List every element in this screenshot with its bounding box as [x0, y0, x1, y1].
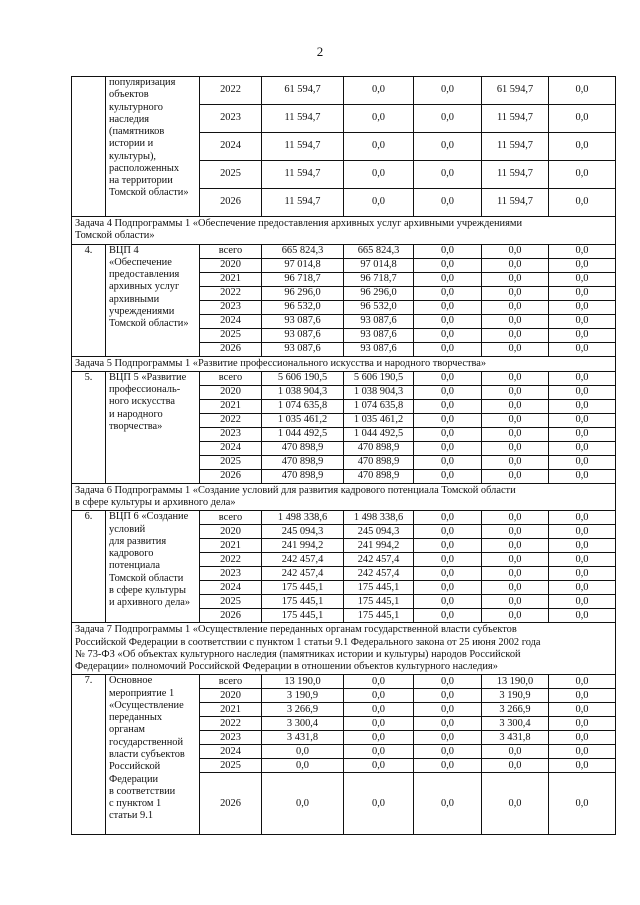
other-cell: 0,0: [549, 286, 616, 300]
regional-cell: 0,0: [414, 525, 482, 539]
total-cell: 13 190,0: [262, 675, 344, 689]
total-cell: 3 190,9: [262, 689, 344, 703]
year-cell: 2022: [200, 286, 262, 300]
federal-cell: 0,0: [344, 689, 414, 703]
regional-cell: 0,0: [414, 441, 482, 455]
regional-cell: 0,0: [414, 745, 482, 759]
local-cell: 0,0: [482, 511, 549, 525]
regional-cell: 0,0: [414, 511, 482, 525]
other-cell: 0,0: [549, 77, 616, 105]
regional-cell: 0,0: [414, 609, 482, 623]
regional-cell: 0,0: [414, 553, 482, 567]
federal-cell: 470 898,9: [344, 441, 414, 455]
other-cell: 0,0: [549, 595, 616, 609]
year-cell: 2022: [200, 77, 262, 105]
other-cell: 0,0: [549, 427, 616, 441]
total-cell: 470 898,9: [262, 455, 344, 469]
year-cell: 2020: [200, 385, 262, 399]
regional-cell: 0,0: [414, 328, 482, 342]
task-row: [72, 623, 616, 675]
total-cell: 11 594,7: [262, 161, 344, 189]
total-cell: 3 266,9: [262, 703, 344, 717]
other-cell: 0,0: [549, 244, 616, 258]
local-cell: 0,0: [482, 469, 549, 483]
year-cell: 2021: [200, 539, 262, 553]
regional-cell: 0,0: [414, 105, 482, 133]
year-cell: всего: [200, 675, 262, 689]
item-number: 6.: [72, 511, 106, 623]
other-cell: 0,0: [549, 745, 616, 759]
item-number: 5.: [72, 371, 106, 483]
total-cell: 11 594,7: [262, 133, 344, 161]
total-cell: 96 718,7: [262, 272, 344, 286]
local-cell: 0,0: [482, 455, 549, 469]
total-cell: 0,0: [262, 759, 344, 773]
regional-cell: 0,0: [414, 286, 482, 300]
year-cell: всего: [200, 511, 262, 525]
local-cell: 0,0: [482, 595, 549, 609]
other-cell: 0,0: [549, 675, 616, 689]
other-cell: 0,0: [549, 328, 616, 342]
year-cell: 2024: [200, 581, 262, 595]
federal-cell: 0,0: [344, 703, 414, 717]
local-cell: 0,0: [482, 342, 549, 356]
local-cell: 0,0: [482, 314, 549, 328]
federal-cell: 175 445,1: [344, 609, 414, 623]
local-cell: 0,0: [482, 567, 549, 581]
total-cell: 0,0: [262, 745, 344, 759]
federal-cell: 0,0: [344, 745, 414, 759]
regional-cell: 0,0: [414, 77, 482, 105]
other-cell: 0,0: [549, 385, 616, 399]
regional-cell: 0,0: [414, 539, 482, 553]
other-cell: 0,0: [549, 717, 616, 731]
regional-cell: 0,0: [414, 581, 482, 595]
task-row: [72, 356, 616, 371]
year-cell: всего: [200, 244, 262, 258]
table-row: [72, 244, 616, 258]
total-cell: 11 594,7: [262, 105, 344, 133]
regional-cell: 0,0: [414, 595, 482, 609]
other-cell: 0,0: [549, 553, 616, 567]
other-cell: 0,0: [549, 300, 616, 314]
regional-cell: 0,0: [414, 567, 482, 581]
regional-cell: 0,0: [414, 689, 482, 703]
other-cell: 0,0: [549, 161, 616, 189]
other-cell: 0,0: [549, 105, 616, 133]
year-cell: 2025: [200, 595, 262, 609]
local-cell: 0,0: [482, 385, 549, 399]
local-cell: 0,0: [482, 745, 549, 759]
task-row: [72, 217, 616, 245]
year-cell: всего: [200, 371, 262, 385]
local-cell: 0,0: [482, 272, 549, 286]
local-cell: 0,0: [482, 441, 549, 455]
local-cell: 11 594,7: [482, 189, 549, 217]
total-cell: 470 898,9: [262, 441, 344, 455]
regional-cell: 0,0: [414, 244, 482, 258]
total-cell: 11 594,7: [262, 189, 344, 217]
federal-cell: 175 445,1: [344, 595, 414, 609]
task-row: [72, 483, 616, 511]
year-cell: 2026: [200, 773, 262, 835]
federal-cell: 0,0: [344, 133, 414, 161]
other-cell: 0,0: [549, 539, 616, 553]
year-cell: 2022: [200, 413, 262, 427]
regional-cell: 0,0: [414, 717, 482, 731]
regional-cell: 0,0: [414, 300, 482, 314]
local-cell: 3 190,9: [482, 689, 549, 703]
local-cell: 3 431,8: [482, 731, 549, 745]
other-cell: 0,0: [549, 399, 616, 413]
federal-cell: 0,0: [344, 77, 414, 105]
federal-cell: 1 044 492,5: [344, 427, 414, 441]
federal-cell: 97 014,8: [344, 258, 414, 272]
local-cell: 11 594,7: [482, 133, 549, 161]
federal-cell: 470 898,9: [344, 469, 414, 483]
total-cell: 245 094,3: [262, 525, 344, 539]
total-cell: 5 606 190,5: [262, 371, 344, 385]
federal-cell: 96 296,0: [344, 286, 414, 300]
total-cell: 97 014,8: [262, 258, 344, 272]
year-cell: 2026: [200, 189, 262, 217]
year-cell: 2021: [200, 703, 262, 717]
local-cell: 0,0: [482, 300, 549, 314]
total-cell: 175 445,1: [262, 609, 344, 623]
regional-cell: 0,0: [414, 427, 482, 441]
total-cell: 1 074 635,8: [262, 399, 344, 413]
total-cell: 3 431,8: [262, 731, 344, 745]
regional-cell: 0,0: [414, 731, 482, 745]
federal-cell: 175 445,1: [344, 581, 414, 595]
year-cell: 2021: [200, 272, 262, 286]
local-cell: 3 266,9: [482, 703, 549, 717]
item-number: 7.: [72, 675, 106, 835]
other-cell: 0,0: [549, 689, 616, 703]
regional-cell: 0,0: [414, 161, 482, 189]
year-cell: 2024: [200, 441, 262, 455]
year-cell: 2025: [200, 161, 262, 189]
local-cell: 11 594,7: [482, 161, 549, 189]
federal-cell: 245 094,3: [344, 525, 414, 539]
federal-cell: 93 087,6: [344, 342, 414, 356]
item-name: Основное мероприятие 1 «Осуществление переданных органам государственной власти субъектов Российской Федерации в соответствии с пунктом 1 статьи 9.1: [106, 675, 200, 835]
year-cell: 2020: [200, 258, 262, 272]
regional-cell: 0,0: [414, 314, 482, 328]
local-cell: 13 190,0: [482, 675, 549, 689]
local-cell: 0,0: [482, 609, 549, 623]
item-name: ВЦП 4 «Обеспечение предоставления архивных услуг архивными учреждениями Томской области»: [106, 244, 200, 356]
total-cell: 0,0: [262, 773, 344, 835]
total-cell: 175 445,1: [262, 595, 344, 609]
other-cell: 0,0: [549, 342, 616, 356]
local-cell: 0,0: [482, 539, 549, 553]
total-cell: 96 532,0: [262, 300, 344, 314]
local-cell: 0,0: [482, 244, 549, 258]
local-cell: 11 594,7: [482, 105, 549, 133]
federal-cell: 93 087,6: [344, 314, 414, 328]
year-cell: 2023: [200, 567, 262, 581]
regional-cell: 0,0: [414, 258, 482, 272]
year-cell: 2020: [200, 525, 262, 539]
federal-cell: 241 994,2: [344, 539, 414, 553]
regional-cell: 0,0: [414, 675, 482, 689]
federal-cell: 93 087,6: [344, 328, 414, 342]
local-cell: 0,0: [482, 328, 549, 342]
federal-cell: 665 824,3: [344, 244, 414, 258]
federal-cell: 0,0: [344, 189, 414, 217]
regional-cell: 0,0: [414, 272, 482, 286]
year-cell: 2023: [200, 731, 262, 745]
other-cell: 0,0: [549, 314, 616, 328]
regional-cell: 0,0: [414, 703, 482, 717]
total-cell: 665 824,3: [262, 244, 344, 258]
table-row: [72, 371, 616, 385]
federal-cell: 1 038 904,3: [344, 385, 414, 399]
year-cell: 2026: [200, 342, 262, 356]
other-cell: 0,0: [549, 759, 616, 773]
regional-cell: 0,0: [414, 342, 482, 356]
regional-cell: 0,0: [414, 371, 482, 385]
other-cell: 0,0: [549, 441, 616, 455]
task-heading: Задача 6 Подпрограммы 1 «Создание условий для развития кадрового потенциала Томской области в сфере культуры и архивного дела»: [72, 483, 616, 511]
table-row: [72, 511, 616, 525]
year-cell: 2024: [200, 745, 262, 759]
item-number: [72, 77, 106, 217]
regional-cell: 0,0: [414, 189, 482, 217]
task-heading: Задача 5 Подпрограммы 1 «Развитие профессионального искусства и народного творчества»: [72, 356, 616, 371]
item-number: 4.: [72, 244, 106, 356]
other-cell: 0,0: [549, 731, 616, 745]
total-cell: 61 594,7: [262, 77, 344, 105]
other-cell: 0,0: [549, 371, 616, 385]
federal-cell: 0,0: [344, 759, 414, 773]
regional-cell: 0,0: [414, 773, 482, 835]
local-cell: 0,0: [482, 286, 549, 300]
local-cell: 0,0: [482, 773, 549, 835]
local-cell: 3 300,4: [482, 717, 549, 731]
federal-cell: 0,0: [344, 773, 414, 835]
other-cell: 0,0: [549, 511, 616, 525]
federal-cell: 470 898,9: [344, 455, 414, 469]
year-cell: 2020: [200, 689, 262, 703]
regional-cell: 0,0: [414, 413, 482, 427]
total-cell: 3 300,4: [262, 717, 344, 731]
other-cell: 0,0: [549, 581, 616, 595]
task-heading: Задача 4 Подпрограммы 1 «Обеспечение предоставления архивных услуг архивными учреждениями Томской области»: [72, 217, 616, 245]
local-cell: 0,0: [482, 413, 549, 427]
year-cell: 2025: [200, 759, 262, 773]
local-cell: 0,0: [482, 581, 549, 595]
year-cell: 2026: [200, 469, 262, 483]
federal-cell: 1 074 635,8: [344, 399, 414, 413]
regional-cell: 0,0: [414, 469, 482, 483]
year-cell: 2022: [200, 553, 262, 567]
total-cell: 1 044 492,5: [262, 427, 344, 441]
financing-table: [71, 76, 616, 835]
total-cell: 1 038 904,3: [262, 385, 344, 399]
page-number: 2: [316, 44, 324, 59]
year-cell: 2025: [200, 455, 262, 469]
local-cell: 0,0: [482, 427, 549, 441]
total-cell: 93 087,6: [262, 328, 344, 342]
total-cell: 93 087,6: [262, 342, 344, 356]
year-cell: 2026: [200, 609, 262, 623]
year-cell: 2025: [200, 328, 262, 342]
local-cell: 0,0: [482, 371, 549, 385]
federal-cell: 242 457,4: [344, 567, 414, 581]
other-cell: 0,0: [549, 133, 616, 161]
other-cell: 0,0: [549, 455, 616, 469]
federal-cell: 1 035 461,2: [344, 413, 414, 427]
federal-cell: 5 606 190,5: [344, 371, 414, 385]
year-cell: 2024: [200, 133, 262, 161]
other-cell: 0,0: [549, 567, 616, 581]
local-cell: 0,0: [482, 258, 549, 272]
regional-cell: 0,0: [414, 133, 482, 161]
item-name: ВЦП 6 «Создание условий для развития кадрового потенциала Томской области в сфере культуры и архивного дела»: [106, 511, 200, 623]
total-cell: 96 296,0: [262, 286, 344, 300]
local-cell: 61 594,7: [482, 77, 549, 105]
year-cell: 2022: [200, 717, 262, 731]
year-cell: 2021: [200, 399, 262, 413]
total-cell: 1 498 338,6: [262, 511, 344, 525]
year-cell: 2023: [200, 105, 262, 133]
local-cell: 0,0: [482, 553, 549, 567]
federal-cell: 96 718,7: [344, 272, 414, 286]
federal-cell: 0,0: [344, 105, 414, 133]
other-cell: 0,0: [549, 773, 616, 835]
item-name: ВЦП 5 «Развитие профессиональ- ного искусства и народного творчества»: [106, 371, 200, 483]
federal-cell: 96 532,0: [344, 300, 414, 314]
total-cell: 242 457,4: [262, 553, 344, 567]
federal-cell: 0,0: [344, 161, 414, 189]
federal-cell: 0,0: [344, 717, 414, 731]
regional-cell: 0,0: [414, 399, 482, 413]
other-cell: 0,0: [549, 189, 616, 217]
other-cell: 0,0: [549, 469, 616, 483]
other-cell: 0,0: [549, 413, 616, 427]
total-cell: 241 994,2: [262, 539, 344, 553]
regional-cell: 0,0: [414, 385, 482, 399]
task-heading: Задача 7 Подпрограммы 1 «Осуществление переданных органам государственной власти субъектов Российской Федерации в соответствии с пунктом 1 статьи 9.1 Федерального закона от 25 июня 2002 года № 73-ФЗ «Об объектах культурного наследия (памятниках истории и культуры) народов Российской Федерации» полномочий Российской Федерации в отношении объектов культурного наследия»: [72, 623, 616, 675]
total-cell: 1 035 461,2: [262, 413, 344, 427]
federal-cell: 0,0: [344, 675, 414, 689]
total-cell: 470 898,9: [262, 469, 344, 483]
federal-cell: 0,0: [344, 731, 414, 745]
regional-cell: 0,0: [414, 455, 482, 469]
other-cell: 0,0: [549, 258, 616, 272]
other-cell: 0,0: [549, 609, 616, 623]
federal-cell: 242 457,4: [344, 553, 414, 567]
local-cell: 0,0: [482, 399, 549, 413]
total-cell: 93 087,6: [262, 314, 344, 328]
item-name: популяризация объектов культурного наследия (памятников истории и культуры), расположенных на территории Томской области»: [106, 77, 200, 217]
other-cell: 0,0: [549, 525, 616, 539]
other-cell: 0,0: [549, 703, 616, 717]
table-row: [72, 675, 616, 689]
table-row: [72, 77, 616, 105]
local-cell: 0,0: [482, 525, 549, 539]
year-cell: 2023: [200, 427, 262, 441]
year-cell: 2023: [200, 300, 262, 314]
federal-cell: 1 498 338,6: [344, 511, 414, 525]
local-cell: 0,0: [482, 759, 549, 773]
other-cell: 0,0: [549, 272, 616, 286]
year-cell: 2024: [200, 314, 262, 328]
total-cell: 242 457,4: [262, 567, 344, 581]
total-cell: 175 445,1: [262, 581, 344, 595]
regional-cell: 0,0: [414, 759, 482, 773]
